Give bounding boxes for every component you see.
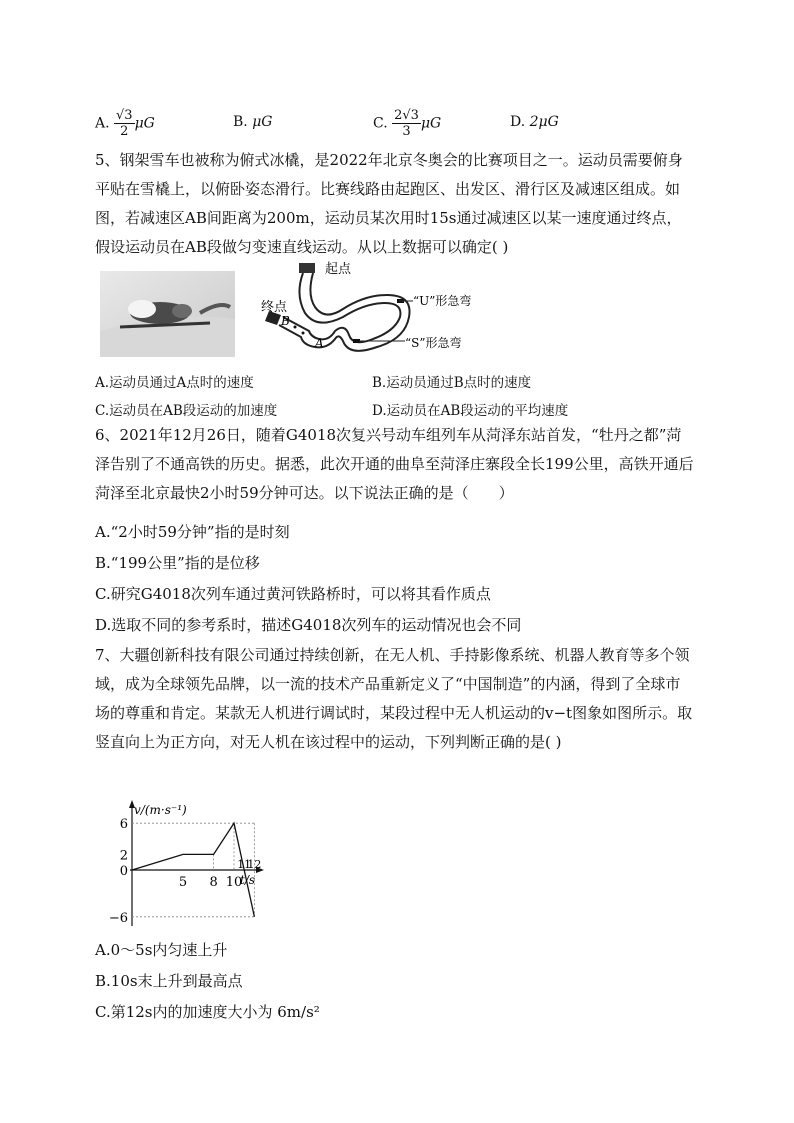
y-tick-label: −6 [108,910,128,926]
y-axis-label: v/(m·s⁻¹) [134,803,187,817]
x-tick-label: 10 [225,875,243,890]
q4-option-b[interactable]: B. μG [233,114,273,130]
q7-stem: 7、大疆创新科技有限公司通过持续创新，在无人机、手持影像系统、机器人教育等多个领域，成为全球领先品牌，以一流的技术产品重新定义了“中国制造”的内涵，得到了全球市场的尊重和肯定。某款无人机进行调试时，某段过程中无人机运动的v−t图象如图所示。取竖直向上为正方向，对无人机在该过程中的运动，下列判断正确的是( ) [95,646,693,751]
start-marker [299,263,315,273]
q4-option-d[interactable]: D. 2μG [510,114,559,130]
x-tick-label: 12 [247,858,262,871]
q7-option-b[interactable]: B.10s末上升到最高点 [95,972,243,990]
y-tick-label: 2 [119,848,128,864]
q6-stem: 6、2021年12月26日，随着G4018次复兴号动车组列车从菏泽东站首发，“牡丹之都”菏泽告别了不通高铁的历史。据悉，此次开通的曲阜至菏泽庄寨段全长199公里，高铁开通后菏泽至北京最快2小时59分钟可达。以下说法正确的是（ ） [95,426,694,502]
label-end: 终点 [261,300,288,315]
q5-option-c[interactable]: C.运动员在AB段运动的加速度 [95,403,278,419]
skeleton-sled-photo [100,271,235,357]
q4-options [95,108,715,144]
q7-option-a[interactable]: A.0～5s内匀速上升 [95,941,228,959]
q5-option-b[interactable]: B.运动员通过B点时的速度 [372,375,532,391]
x-tick-label: 8 [209,875,218,890]
label-start: 起点 [325,262,352,277]
q4-option-a[interactable]: A. $\frac{√3}{2}$ μG [95,108,155,139]
label-s-turn: “S”形急弯 [405,336,462,350]
y-tick-label: 0 [119,864,128,879]
q4-option-c[interactable]: C. $\frac{2√3}{3}$ μG [373,108,442,139]
q6-option-a[interactable]: A.“2小时59分钟”指的是时刻 [95,523,290,541]
x-tick-label: 5 [178,875,188,890]
fraction: $\frac{2√3}{3}$ [394,108,419,139]
fraction: $\frac{√3}{2}$ [116,108,133,139]
x-axis-label: t/s [240,873,256,887]
q5-option-d[interactable]: D.运动员在AB段运动的平均速度 [372,403,569,419]
y-tick-label: 6 [119,817,128,833]
s-turn-marker [353,339,360,343]
v-t-graph [100,800,270,928]
q5-stem: 5、钢架雪车也被称为俯式冰橇，是2022年北京冬奥会的比赛项目之一。运动员需要俯身平贴在雪橇上，以俯卧姿态滑行。比赛线路由起跑区、出发区、滑行区及减速区组成。如图，若减速区AB间距离为200m，运动员某次用时15s通过减速区以某一速度通过终点，假设运动员在AB段做匀变速直线运动。从以上数据可以确定( ) [95,151,683,256]
q7-option-c[interactable]: C.第12s内的加速度大小为 6m/s² [95,1003,320,1021]
label-point-b: B [281,314,290,328]
q5-option-a[interactable]: A.运动员通过A点时的速度 [95,375,254,391]
track-diagram [255,255,485,367]
q6-option-d[interactable]: D.选取不同的参考系时，描述G4018次列车的运动情况也会不同 [95,616,522,634]
q6-option-b[interactable]: B.“199公里”指的是位移 [95,554,260,572]
label-point-a: A [315,336,324,350]
q6-option-c[interactable]: C.研究G4018次列车通过黄河铁路桥时，可以将其看作质点 [95,585,491,603]
label-u-turn: “U”形急弯 [413,294,472,308]
x-tick-label: 11 [237,858,252,871]
